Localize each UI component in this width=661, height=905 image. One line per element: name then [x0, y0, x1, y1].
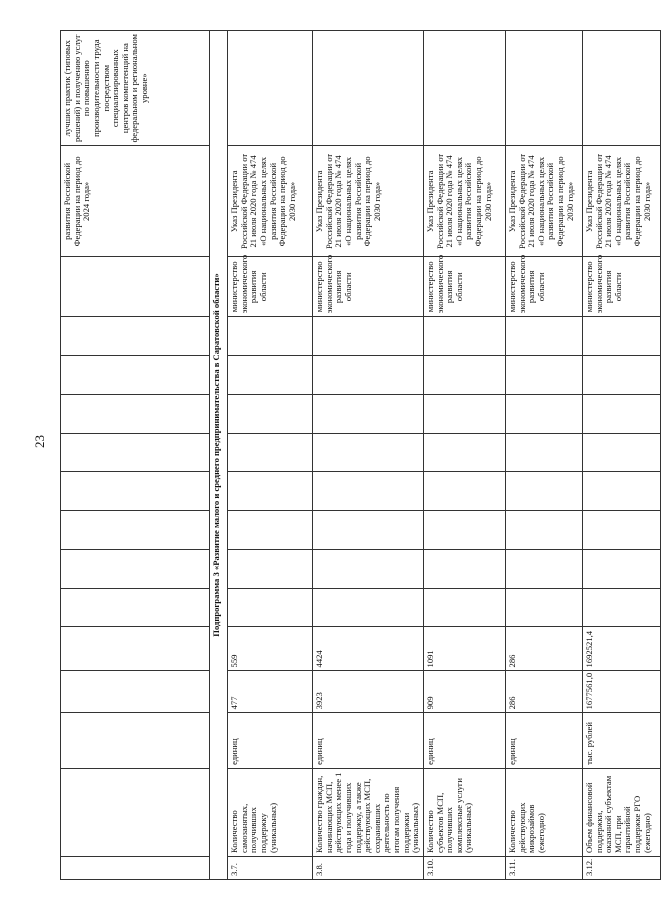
- cell-empty: [61, 713, 210, 769]
- cell-empty: [582, 31, 660, 146]
- cell-value-2: 559: [228, 627, 313, 671]
- cell-empty: [61, 511, 210, 550]
- cell-empty: [423, 433, 505, 472]
- cell-basis: развития Российской Федерации на период до 2024 года»: [61, 146, 210, 257]
- cell-number: 3.8.: [313, 856, 424, 879]
- cell-unit: тыс. рублей: [582, 713, 660, 769]
- cell-empty: [313, 355, 424, 394]
- table-row: [582, 31, 660, 880]
- cell-empty: [61, 627, 210, 671]
- cell-number: 3.11.: [505, 856, 582, 879]
- cell-empty: [505, 355, 582, 394]
- cell-empty: [61, 856, 210, 879]
- table-row: [505, 31, 582, 880]
- cell-responsible: министерство экономического развития области: [228, 257, 313, 317]
- cell-empty: [582, 317, 660, 356]
- cell-empty: [228, 511, 313, 550]
- cell-value-2: 1091: [423, 627, 505, 671]
- cell-empty: [313, 433, 424, 472]
- cell-empty: [505, 31, 582, 146]
- cell-empty: [505, 588, 582, 627]
- cell-empty: [313, 549, 424, 588]
- cell-empty: [423, 549, 505, 588]
- cell-empty: [582, 433, 660, 472]
- cell-value-1: 286: [505, 671, 582, 713]
- table-row: [423, 31, 505, 880]
- table-container: [60, 30, 652, 880]
- cell-empty: [582, 511, 660, 550]
- cell-number: 3.7.: [228, 856, 313, 879]
- cell-empty: [61, 472, 210, 511]
- cell-value-1: 477: [228, 671, 313, 713]
- cell-empty: [505, 394, 582, 433]
- cell-indicator-name: Объем финансовой поддержки, оказанной субъектам МСП, при гарантийной поддержке РГО (ежегодно): [582, 768, 660, 856]
- cell-empty: [228, 433, 313, 472]
- cell-empty: [61, 588, 210, 627]
- cell-empty: [313, 511, 424, 550]
- cell-empty: [61, 671, 210, 713]
- cell-empty: [423, 317, 505, 356]
- cell-empty: [423, 31, 505, 146]
- cell-basis: Указ Президента Российской Федерации от 21 июля 2020 года № 474 «О национальных целях развития Российской Федерации на период до 2030 года»: [582, 146, 660, 257]
- cell-number: 3.10.: [423, 856, 505, 879]
- cell-empty: [61, 317, 210, 356]
- cell-empty: [505, 433, 582, 472]
- cell-empty: [313, 31, 424, 146]
- cell-basis: Указ Президента Российской Федерации от 21 июля 2020 года № 474 «О национальных целях развития Российской Федерации на период до 2030 года»: [423, 146, 505, 257]
- cell-empty: [313, 472, 424, 511]
- cell-value-2: 4424: [313, 627, 424, 671]
- cell-unit: единиц: [423, 713, 505, 769]
- cell-empty: [582, 549, 660, 588]
- cell-responsible: министерство экономического развития области: [423, 257, 505, 317]
- cell-basis: Указ Президента Российской Федерации от 21 июля 2020 года № 474 «О национальных целях развития Российской Федерации на период до 2030 года»: [505, 146, 582, 257]
- cell-empty: [423, 511, 505, 550]
- page-number: 23: [32, 435, 47, 448]
- cell-basis: Указ Президента Российской Федерации от 21 июля 2020 года № 474 «О национальных целях развития Российской Федерации на период до 2030 года»: [313, 146, 424, 257]
- cell-empty: [582, 355, 660, 394]
- cell-empty: [505, 317, 582, 356]
- cell-empty: [61, 768, 210, 856]
- cell-empty: [505, 511, 582, 550]
- cell-responsible: министерство экономического развития области: [313, 257, 424, 317]
- cell-empty: [582, 394, 660, 433]
- cell-indicator-name: Количество граждан, начинающих МСП, действующих менее 1 года и получивших поддержку, а также действующих МСП, сохранивших деятельность по итогам получения поддержки (уникальных): [313, 768, 424, 856]
- cell-value-1: 3923: [313, 671, 424, 713]
- cell-empty: [228, 588, 313, 627]
- cell-indicator-name: Количество самозанятых, получивших поддержку (уникальных): [228, 768, 313, 856]
- cell-empty: [313, 394, 424, 433]
- table-row: [313, 31, 424, 880]
- cell-responsible: министерство экономического развития области: [582, 257, 660, 317]
- cell-empty: [423, 394, 505, 433]
- cell-empty: [61, 257, 210, 317]
- cell-empty: [61, 433, 210, 472]
- subprogram-row: [210, 31, 228, 880]
- cell-empty: [228, 394, 313, 433]
- cell-value-2: 1692521,4: [582, 627, 660, 671]
- cell-empty: [423, 355, 505, 394]
- cell-empty: [228, 31, 313, 146]
- cell-empty: [505, 472, 582, 511]
- cell-empty: [228, 355, 313, 394]
- subprogram-title: Подпрограмма 3 «Развитие малого и среднего предпринимательства в Саратовской области»: [210, 31, 228, 880]
- cell-empty: [582, 472, 660, 511]
- cell-indicator-name: Количество действующих микрозаймов (ежегодно): [505, 768, 582, 856]
- rotated-table-wrapper: [60, 30, 652, 880]
- cell-empty: [423, 588, 505, 627]
- cell-empty: [582, 588, 660, 627]
- cell-empty: [423, 472, 505, 511]
- cell-basis: Указ Президента Российской Федерации от 21 июля 2020 года № 474 «О национальных целях развития Российской Федерации на период до 2030 года»: [228, 146, 313, 257]
- cell-empty: [228, 472, 313, 511]
- cell-unit: единиц: [313, 713, 424, 769]
- cell-value-1: 1677561,0: [582, 671, 660, 713]
- cell-empty: [61, 394, 210, 433]
- cell-result: лучших практик (типовых решений) и получению услуг по повышению производительности труда посредством специализированных центров компетенций на федеральном и региональном уровне»: [61, 31, 210, 146]
- indicators-table: [60, 30, 661, 880]
- cell-value-1: 909: [423, 671, 505, 713]
- cell-empty: [505, 549, 582, 588]
- continuation-row: [61, 31, 210, 880]
- table-row: [228, 31, 313, 880]
- cell-indicator-name: Количество субъектов МСП, получивших комплексные услуги (уникальных): [423, 768, 505, 856]
- cell-number: 3.12.: [582, 856, 660, 879]
- cell-empty: [61, 355, 210, 394]
- cell-unit: единиц: [505, 713, 582, 769]
- cell-empty: [61, 549, 210, 588]
- cell-empty: [313, 588, 424, 627]
- cell-responsible: министерство экономического развития области: [505, 257, 582, 317]
- cell-value-2: 286: [505, 627, 582, 671]
- cell-unit: единиц: [228, 713, 313, 769]
- cell-empty: [228, 549, 313, 588]
- cell-empty: [313, 317, 424, 356]
- cell-empty: [228, 317, 313, 356]
